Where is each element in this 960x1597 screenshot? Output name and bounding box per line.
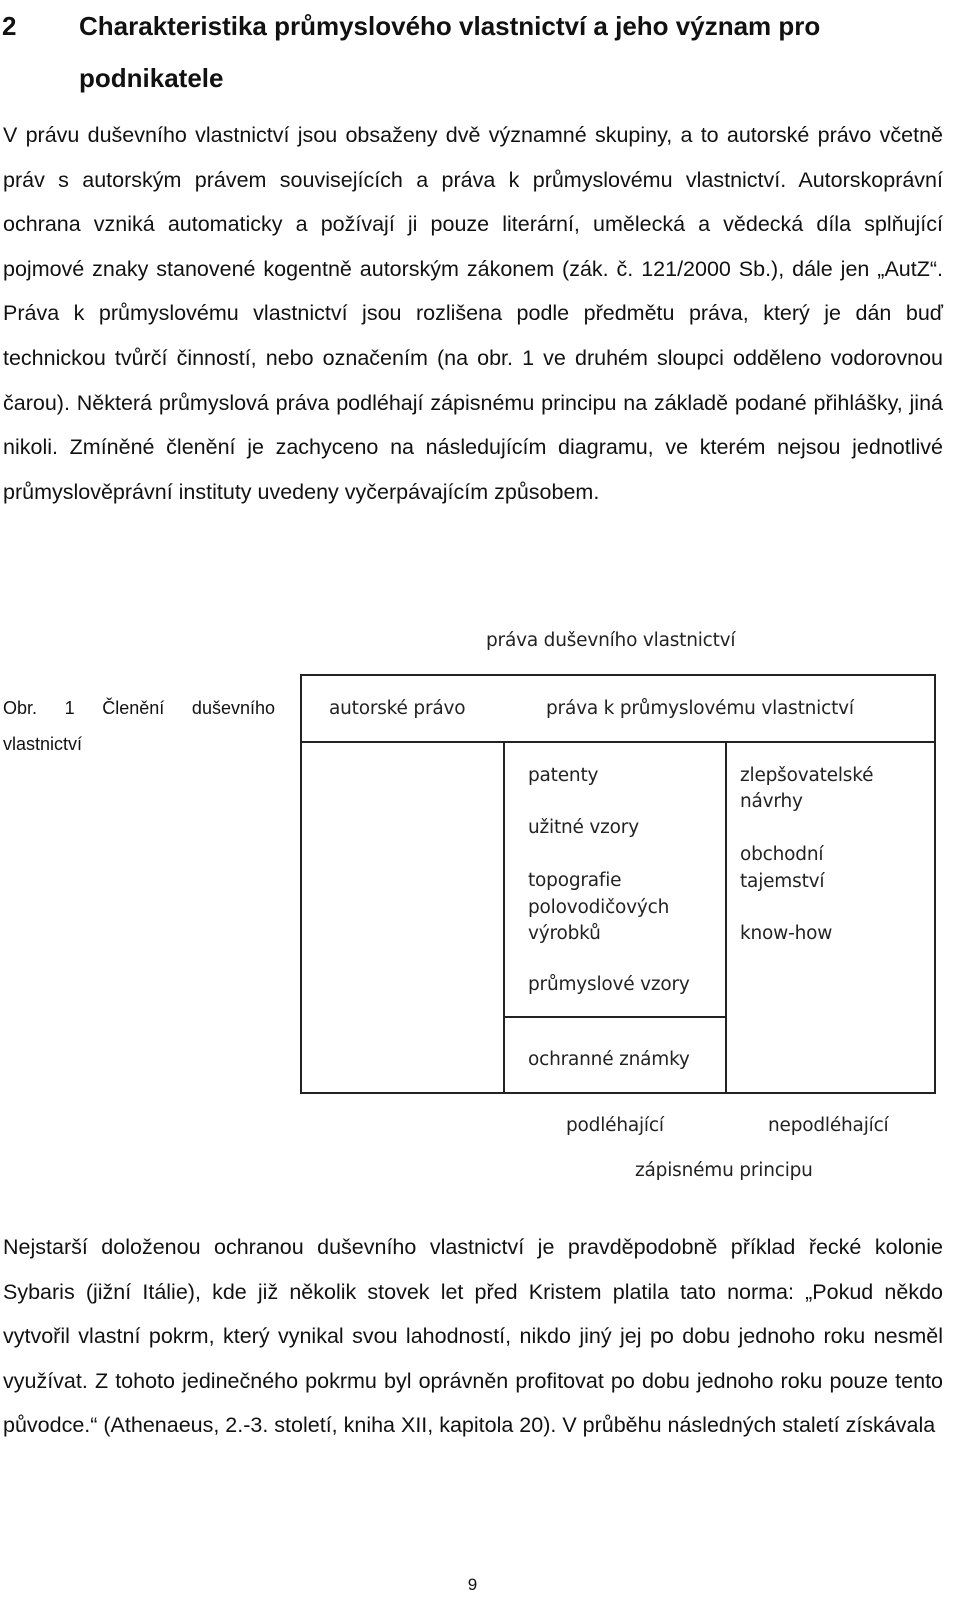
diagram-item-topography-2: polovodičových bbox=[528, 897, 670, 918]
diagram-registration-divider bbox=[725, 741, 727, 1093]
diagram-item-know-how: know-how bbox=[740, 923, 833, 944]
diagram-header-divider bbox=[300, 741, 936, 743]
diagram-column-divider bbox=[503, 741, 505, 1093]
diagram-item-utility-models: užitné vzory bbox=[528, 817, 639, 838]
diagram-col-author: autorské právo bbox=[329, 698, 466, 719]
diagram-col-industrial: práva k průmyslovému vlastnictví bbox=[546, 698, 854, 719]
diagram-item-trademarks: ochranné známky bbox=[528, 1049, 690, 1070]
diagram-top-label: práva duševního vlastnictví bbox=[486, 630, 736, 651]
figure-caption: Obr. 1 Členění duševního vlastnictví bbox=[3, 698, 275, 754]
diagram-trademark-divider bbox=[503, 1016, 726, 1018]
diagram-top-border bbox=[300, 674, 936, 676]
page-number: 9 bbox=[467, 1575, 478, 1594]
diagram-item-trade-secret-2: tajemství bbox=[740, 871, 825, 892]
diagram-item-industrial-designs: průmyslové vzory bbox=[528, 974, 690, 995]
diagram-bottom-border bbox=[300, 1092, 936, 1094]
diagram-right-border bbox=[934, 674, 936, 1094]
diagram-item-topography-1: topografie bbox=[528, 870, 622, 891]
body-paragraph-1: V právu duševního vlastnictví jsou obsaženy dvě významné skupiny, a to autorské právo včetně práv s autorským právem souvisejících a práva k průmyslovému vlastnictví. Autorskoprávní ochrana vzniká automaticky a požívají ji pouze literární, umělecká a vědecká díla splňující pojmové znaky stanovené kogentně autorským zákonem (zák. č. 121/2000 Sb.), dále jen „AutZ“. Práva k průmyslovému vlastnictví jsou rozlišena podle předmětu práva, který je dán buď technickou tvůrčí činností, nebo označením (na obr. 1 ve druhém sloupci odděleno vodorovnou čarou). Některá průmyslová práva podléhají zápisnému principu na základě podané přihlášky, jiná nikoli. Zmíněné členění je zachyceno na následujícím diagramu, ve kterém nejsou jednotlivé průmyslověprávní instituty uvedeny vyčerpávajícím způsobem. bbox=[3, 123, 943, 504]
diagram-item-topography-3: výrobků bbox=[528, 923, 601, 944]
diagram-item-trade-secret-1: obchodní bbox=[740, 844, 824, 865]
diagram-item-improvement-2: návrhy bbox=[740, 791, 803, 812]
diagram-left-border bbox=[300, 674, 302, 1094]
diagram-bottom-right: nepodléhající bbox=[768, 1115, 889, 1136]
diagram-bottom-center: zápisnému principu bbox=[635, 1160, 813, 1181]
chapter-title: Charakteristika průmyslového vlastnictví a jeho význam pro podnikatele bbox=[79, 11, 821, 93]
diagram-item-improvement-1: zlepšovatelské bbox=[740, 765, 874, 786]
body-paragraph-2: Nejstarší doloženou ochranou duševního vlastnictví je pravděpodobně příklad řecké kolonie Sybaris (jižní Itálie), kde již několik stovek let před Kristem platila tato norma: „Pokud někdo vytvořil vlastní pokrm, který vynikal svou lahodností, nikdo jiný jej po dobu jednoho roku nesměl využívat. Z tohoto jedinečného pokrmu byl oprávněn profitovat po dobu jednoho roku pouze tento původce.“ (Athenaeus, 2.-3. století, kniha XII, kapitola 20). V průběhu následných staletí získávala bbox=[3, 1235, 943, 1438]
chapter-number: 2 bbox=[2, 11, 17, 41]
diagram-item-patents: patenty bbox=[528, 765, 599, 786]
diagram-bottom-left: podléhající bbox=[566, 1115, 664, 1136]
